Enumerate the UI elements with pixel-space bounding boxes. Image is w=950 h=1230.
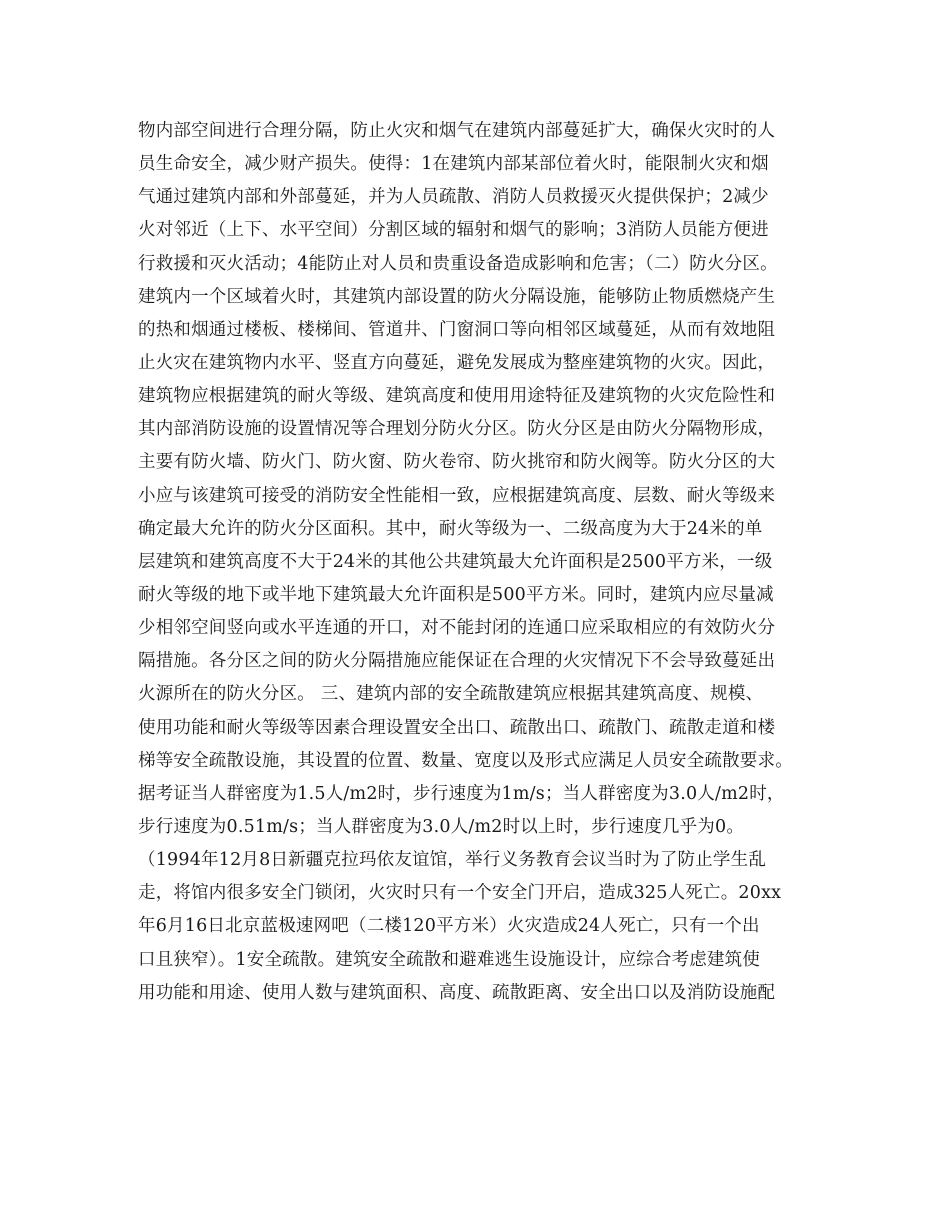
text-line: 员生命安全，减少财产损失。使得：1在建筑内部某部位着火时，能限制火灾和烟 [138,154,769,175]
text-line: 使用功能和耐火等级等因素合理设置安全出口、疏散出口、疏散门、疏散走道和楼 [138,717,776,738]
text-line: 梯等安全疏散设施，其设置的位置、数量、宽度以及形式应满足人员安全疏散要求。 [138,750,793,771]
text-line: 止火灾在建筑物内水平、竖直方向蔓延，避免发展成为整座建筑物的火灾。因此， [138,352,776,373]
text-line: 确定最大允许的防火分区面积。其中，耐火等级为一、二级高度为大于24米的单 [138,518,763,539]
text-line: 的热和烟通过楼板、楼梯间、管道井、门窗洞口等向相邻区域蔓延，从而有效地阻 [138,319,776,340]
text-line: 耐火等级的地下或半地下建筑最大允许面积是500平方米。同时，建筑内应尽量减 [138,584,774,605]
body-text [138,115,838,1010]
text-line: 隔措施。各分区之间的防火分隔措施应能保证在合理的火灾情况下不会导致蔓延出 [138,651,776,672]
text-line: 物内部空间进行合理分隔，防止火灾和烟气在建筑内部蔓延扩大，确保火灾时的人 [138,121,776,141]
text-line: 步行速度为0.51m/s；当人群密度为3.0人/m2时以上时，步行速度几乎为0。 [138,816,745,837]
text-line: 火源所在的防火分区。 三、建筑内部的安全疏散建筑应根据其建筑高度、规模、 [138,684,764,705]
text-line: 建筑内一个区域着火时，其建筑内部设置的防火分隔设施，能够防止物质燃烧产生 [138,286,776,307]
text-line: 行救援和灭火活动；4能防止对人员和贵重设备造成影响和危害；（二）防火分区。 [138,253,778,274]
text-line: 气通过建筑内部和外部蔓延，并为人员疏散、消防人员救援灭火提供保护；2减少 [138,187,769,208]
text-line: 据考证当人群密度为1.5人/m2时，步行速度为1m/s；当人群密度为3.0人/m2时， [138,783,785,804]
text-line: 年6月16日北京蓝极速网吧（二楼120平方米）火灾造成24人死亡，只有一个出 [138,916,760,937]
text-line: 其内部消防设施的设置情况等合理划分防火分区。防火分区是由防火分隔物形成， [138,419,776,440]
text-line: 建筑物应根据建筑的耐火等级、建筑高度和使用用途特征及建筑物的火灾危险性和 [138,386,776,407]
text-line: 口且狭窄）。1安全疏散。建筑安全疏散和避难逃生设施设计，应综合考虑建筑使 [138,949,761,970]
text-line: 火对邻近（上下、水平空间）分割区域的辐射和烟气的影响；3消防人员能方便进 [138,220,769,241]
text-line: 少相邻空间竖向或水平连通的开口，对不能封闭的连通口应采取相应的有效防火分 [138,618,776,639]
text-line: 用功能和用途、使用人数与建筑面积、高度、疏散距离、安全出口以及消防设施配 [138,982,776,1003]
text-line: 层建筑和建筑高度不大于24米的其他公共建筑最大允许面积是2500平方米，一级 [138,551,773,572]
text-line: （1994年12月8日新疆克拉玛依友谊馆，举行义务教育会议当时为了防止学生乱 [138,850,767,871]
text-line: 小应与该建筑可接受的消防安全性能相一致，应根据建筑高度、层数、耐火等级来 [138,485,776,506]
text-line: 主要有防火墙、防火门、防火窗、防火卷帘、防火挑帘和防火阀等。防火分区的大 [138,452,776,473]
text-line: 走，将馆内很多安全门锁闭，火灾时只有一个安全门开启，造成325人死亡。20xx [138,883,782,904]
